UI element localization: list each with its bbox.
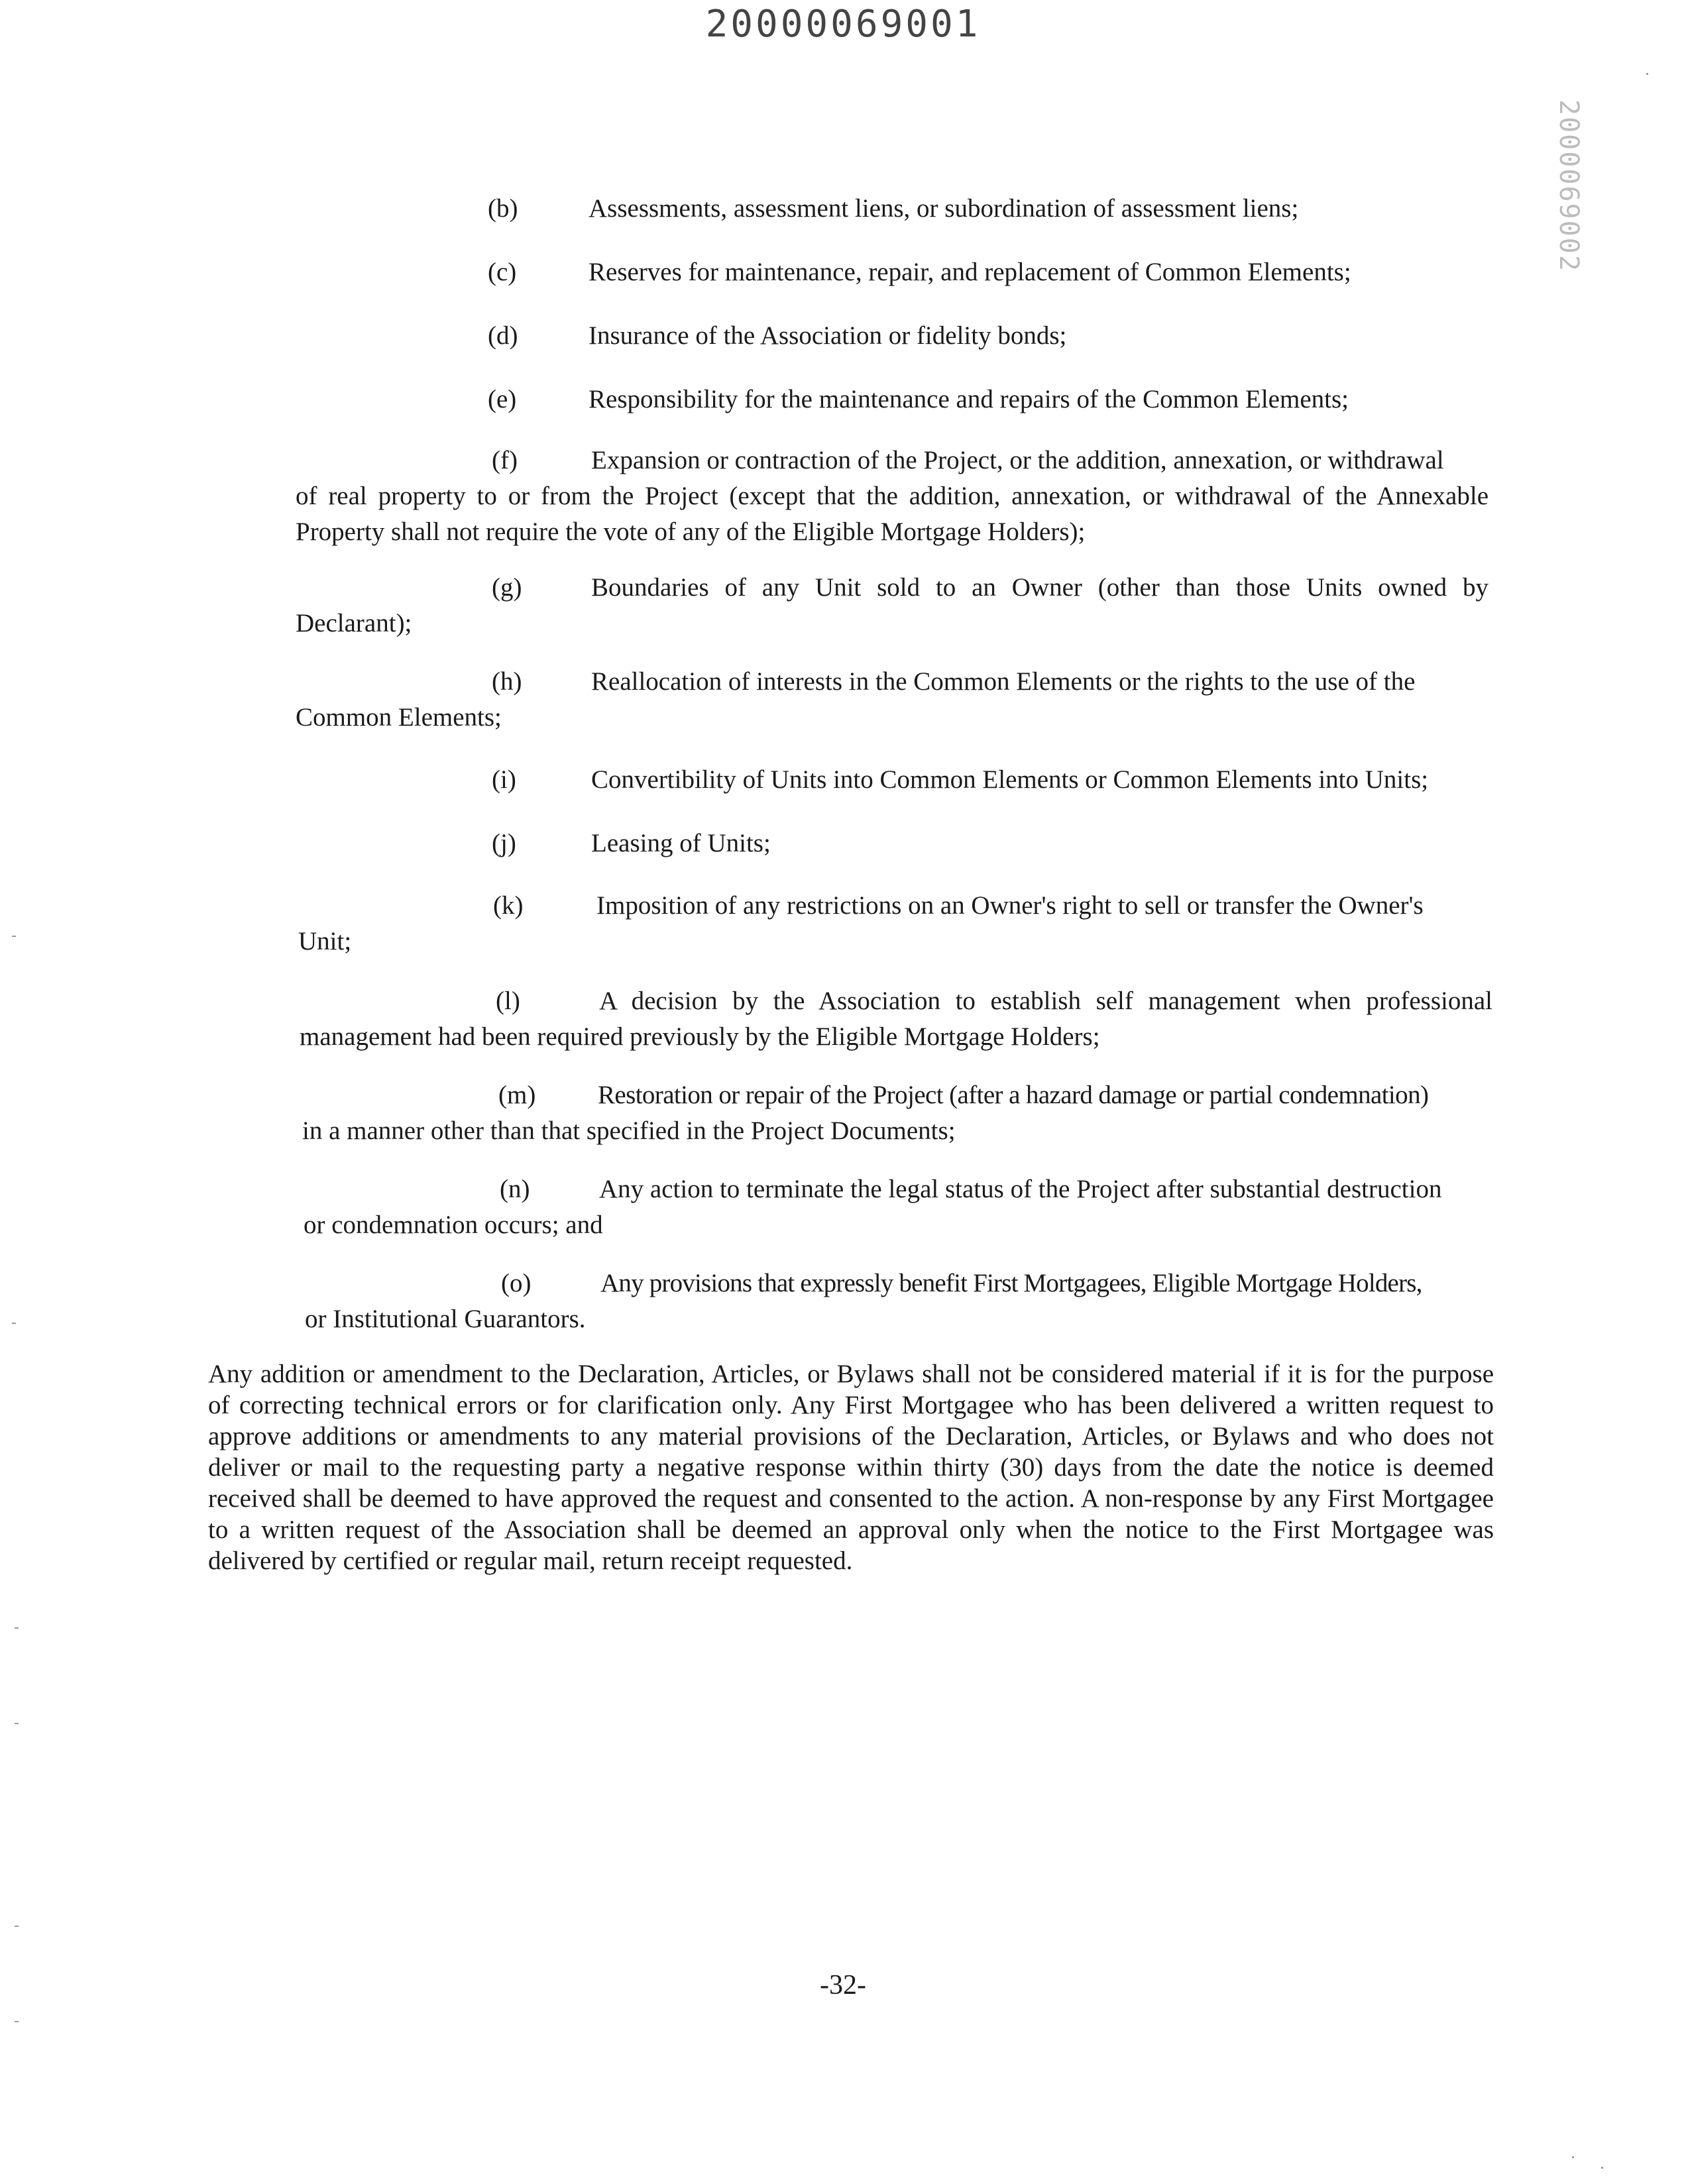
item-continuation: Unit; [298,927,352,956]
margin-tick [15,2021,19,2022]
item-text: Insurance of the Association or fidelity bonds; [589,321,1067,350]
item-label: (d) [488,321,518,350]
item-text: Convertibility of Units into Common Elements or Common Elements into Units; [591,765,1429,794]
scan-speck [1601,2167,1603,2169]
document-number: 20000069001 [705,3,981,46]
list-item [488,254,1416,290]
item-first-line: Any action to terminate the legal status of the Project after substantial destruction [599,1175,1442,1203]
item-label: (k) [493,891,524,920]
list-item [488,318,1416,354]
item-text: Leasing of Units; [591,829,771,857]
scan-speck [1572,2156,1574,2158]
item-continuation: Declarant); [296,609,412,637]
list-item [492,762,1486,798]
list-item [296,664,1489,736]
list-item [300,983,1492,1055]
item-label: (c) [488,258,517,286]
item-first-line: Restoration or repair of the Project (after a hazard damage or partial condemnation) [598,1081,1429,1109]
item-first-line: Expansion or contraction of the Project, or the addition, annexation, or withdrawal [591,446,1444,474]
item-label: (o) [501,1269,532,1297]
list-item [298,888,1491,959]
item-label: (g) [492,573,522,602]
item-text: Assessments, assessment liens, or subordination of assessment liens; [589,194,1299,223]
item-label: (n) [500,1175,530,1203]
margin-tick [12,936,16,937]
item-first-line: Imposition of any restrictions on an Owner's right to sell or transfer the Owner's [596,891,1424,920]
list-item [488,382,1416,417]
item-label: (i) [492,765,516,794]
item-label: (j) [492,829,516,857]
item-text: Reserves for maintenance, repair, and replacement of Common Elements; [589,258,1351,286]
item-continuation: management had been required previously by the Eligible Mortgage Holders; [300,1022,1100,1051]
side-stamp: 2000069002 [1553,99,1584,272]
item-first-line: Any provisions that expressly benefit First Mortgagees, Eligible Mortgage Holders, [600,1269,1422,1297]
item-label: (e) [488,385,517,413]
list-item [492,826,1486,861]
list-item [304,1172,1496,1243]
list-item [302,1077,1495,1149]
item-first-line: A decision by the Association to establish self management when professional [599,987,1492,1015]
closing-paragraph: Any addition or amendment to the Declaration, Articles, or Bylaws shall not be considered material if it is for the purpose of correcting technical errors or for clarification only. Any First Mortgagee who has been delivered a written request to approve additions or amendments to any material provisions of the Declaration, Articles, or Bylaws and who does not deliver or mail to the requesting party a negative response within thirty (30) days from the date the notice is deemed received shall be deemed to have approved the request and consented to the action. A non-response by any First Mortgagee to a written request of the Association shall be deemed an approval only when the notice to the First Mortgagee was delivered by certified or regular mail, return receipt requested. [208,1360,1494,1575]
list-item [488,191,1416,227]
item-continuation: Common Elements; [296,703,502,732]
item-label: (b) [488,194,518,223]
item-continuation: in a manner other than that specified in the Project Documents; [302,1117,956,1145]
item-label: (f) [492,446,518,474]
item-label: (m) [498,1081,536,1109]
page-number: -32- [820,1970,866,2000]
margin-tick [12,1323,16,1324]
scan-speck [1646,73,1648,75]
item-text: Responsibility for the maintenance and repairs of the Common Elements; [589,385,1349,413]
item-first-line: Boundaries of any Unit sold to an Owner (other than those Units owned by [591,573,1489,602]
margin-tick [15,1926,19,1927]
item-continuation: or condemnation occurs; and [304,1211,603,1239]
item-label: (l) [496,987,520,1015]
item-first-line: Reallocation of interests in the Common Elements or the rights to the use of the [591,667,1416,696]
list-item [305,1266,1498,1337]
margin-tick [15,1723,19,1724]
item-continuation: of real property to or from the Project (except that the addition, annexation, or withdrawal of the Annexable Property shall not require the vote of any of the Eligible Mortgage Holders); [296,482,1489,546]
list-item [296,570,1489,641]
item-label: (h) [492,667,522,696]
list-item [296,443,1489,550]
margin-tick [15,1627,19,1629]
item-continuation: or Institutional Guarantors. [305,1305,586,1333]
